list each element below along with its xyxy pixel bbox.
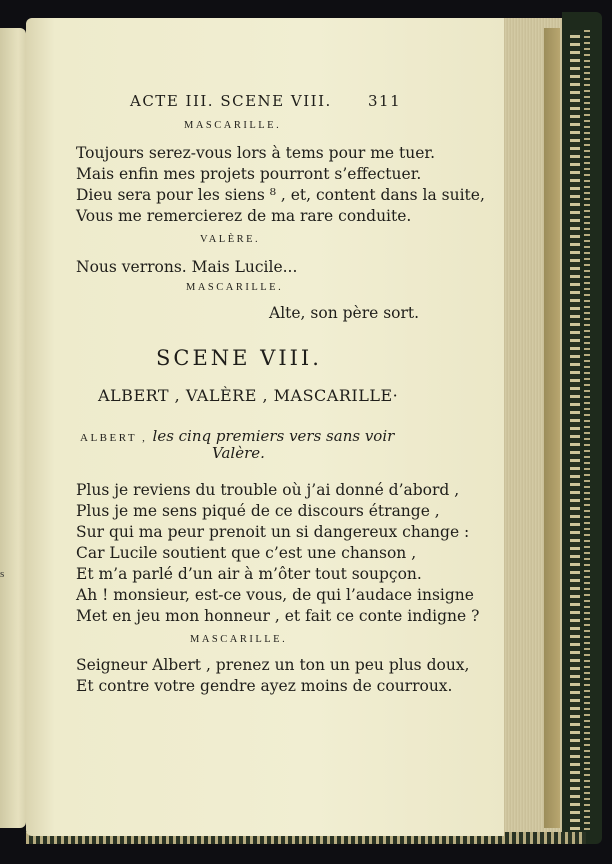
page-number: 311 (368, 92, 402, 110)
verse-line: Nous verrons. Mais Lucile... (76, 258, 298, 276)
verse-line: Et m’a parlé d’un air à m’ôter tout soupçon. (76, 565, 422, 583)
left-page-margin-mark: s (0, 568, 5, 580)
verse-line: Sur qui ma peur prenoit un si dangereux change : (76, 523, 470, 541)
running-title: ACTE III. SCENE VIII. (130, 92, 332, 110)
verse-line: Dieu sera pour les siens ⁸ , et, content dans la suite, (76, 186, 485, 204)
speaker-mascarille-1: MASCARILLE. (184, 120, 282, 131)
verse-line: Met en jeu mon honneur , et fait ce conte indigne ? (76, 607, 480, 625)
cover-gilt-border-inner (584, 30, 590, 830)
speaker-albert-line (80, 426, 394, 445)
verse-line: Ah ! monsieur, est-ce vous, de qui l’audace insigne (76, 586, 474, 604)
cast-list: ALBERT , VALÈRE , MASCARILLE· (98, 386, 399, 405)
speaker-albert: ALBERT , (80, 432, 148, 444)
verse-line: Plus je reviens du trouble où j’ai donné d’abord , (76, 481, 460, 499)
page-edges-shadow (544, 28, 560, 828)
verse-line: Et contre votre gendre ayez moins de courroux. (76, 677, 453, 695)
scene-title: SCENE VIII. (156, 346, 322, 370)
stage-direction-continued: Valère. (212, 444, 265, 462)
stage-direction: les cinq premiers vers sans voir (152, 427, 395, 445)
speaker-mascarille-3: MASCARILLE. (190, 634, 288, 645)
verse-line: Seigneur Albert , prenez un ton un peu plus doux, (76, 656, 470, 674)
verse-line: Mais enfin mes projets pourront s’effectuer. (76, 165, 422, 183)
verse-line: Plus je me sens piqué de ce discours étrange , (76, 502, 440, 520)
cover-gilt-border (570, 30, 580, 830)
speaker-mascarille-2: MASCARILLE. (186, 282, 284, 293)
left-page-edge (0, 28, 26, 828)
verse-line: Toujours serez-vous lors à tems pour me tuer. (76, 144, 436, 162)
speaker-valere: VALÈRE. (200, 234, 261, 245)
verse-line: Vous me remercierez de ma rare conduite. (76, 207, 412, 225)
book-page (26, 18, 504, 836)
verse-line: Alte, son père sort. (269, 304, 420, 322)
book-cover (562, 12, 602, 844)
verse-line: Car Lucile soutient que c’est une chanson , (76, 544, 417, 562)
